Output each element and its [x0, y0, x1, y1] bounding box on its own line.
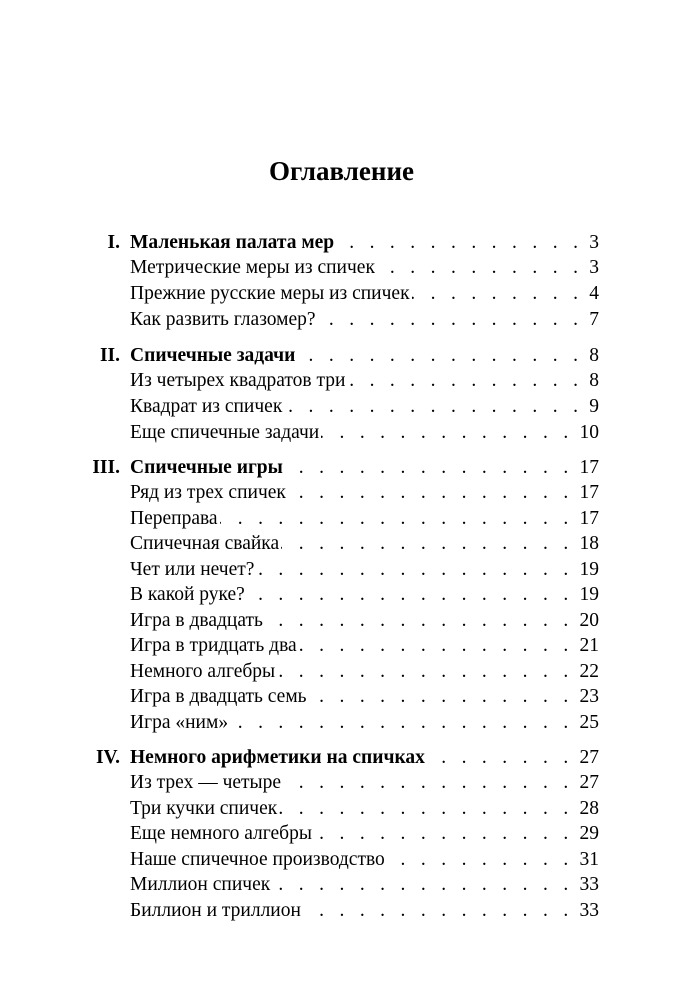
dot-leader [377, 255, 583, 280]
dot-leader [272, 872, 573, 897]
dot-leader [427, 745, 574, 770]
toc-entry[interactable] [0, 847, 683, 872]
toc-entry-title: Из трех — четыре [130, 772, 282, 793]
dot-leader [279, 796, 573, 821]
page-number: 33 [579, 874, 599, 895]
page-number: 3 [589, 232, 599, 253]
dot-leader [321, 420, 573, 445]
toc-entry-title: Еще немного алгебры [130, 823, 312, 844]
page-number: 18 [579, 533, 599, 554]
page-number: 28 [579, 798, 599, 819]
toc-entry-title: В какой руке? [130, 584, 245, 605]
toc-entry-title: Квадрат из спичек [130, 396, 283, 417]
section-numeral: III. [92, 457, 120, 478]
toc-entry-title: Метрические меры из спичек [130, 257, 375, 278]
toc-entry[interactable] [0, 531, 683, 556]
toc-entry[interactable] [0, 796, 683, 821]
toc-entry-title: Чет или нечет? [130, 559, 255, 580]
toc-entry[interactable] [0, 821, 683, 846]
page-number: 27 [579, 747, 599, 768]
toc-entry-title: Ряд из трех спичек [130, 482, 286, 503]
toc-entry-title: Игра в двадцать [130, 610, 263, 631]
toc-entry[interactable] [0, 770, 683, 795]
toc-entry[interactable] [0, 307, 683, 332]
page-number: 9 [589, 396, 599, 417]
dot-leader [230, 710, 573, 735]
dot-leader [336, 230, 583, 255]
toc-entry[interactable] [0, 368, 683, 393]
dot-leader [314, 821, 574, 846]
toc-entry[interactable] [0, 557, 683, 582]
dot-leader [299, 633, 574, 658]
toc-entry[interactable] [0, 659, 683, 684]
toc-entry-title: Игра в двадцать семь [130, 686, 307, 707]
section-numeral: I. [107, 232, 120, 253]
toc-entry-title: Переправа [130, 508, 218, 529]
section-numeral: IV. [95, 747, 120, 768]
toc-entry-title: Биллион и триллион [130, 900, 301, 921]
dot-leader [281, 531, 573, 556]
page-number: 20 [579, 610, 599, 631]
page-number: 17 [579, 457, 599, 478]
page-number: 23 [579, 686, 599, 707]
toc-entry-title: Из четырех квадратов три [130, 370, 346, 391]
dot-leader [309, 684, 574, 709]
dot-leader [297, 343, 583, 368]
toc-section-heading[interactable] [0, 230, 683, 255]
dot-leader [277, 659, 573, 684]
page-number: 19 [579, 559, 599, 580]
dot-leader [285, 455, 574, 480]
toc-section-heading[interactable] [0, 455, 683, 480]
page-number: 27 [579, 772, 599, 793]
toc-entry[interactable] [0, 394, 683, 419]
toc-entry-title: Немного алгебры [130, 661, 276, 682]
toc-section-heading[interactable] [0, 745, 683, 770]
dot-leader [318, 307, 584, 332]
page-number: 8 [589, 370, 599, 391]
toc-entry[interactable] [0, 255, 683, 280]
page-number: 33 [579, 900, 599, 921]
page-number: 7 [589, 309, 599, 330]
dot-leader [247, 582, 574, 607]
toc-entry-title: Прежние русские меры из спичек [130, 283, 410, 304]
toc-entry[interactable] [0, 582, 683, 607]
page-number: 4 [589, 283, 599, 304]
page-number: 17 [579, 482, 599, 503]
page-number: 10 [579, 422, 599, 443]
toc-entry[interactable] [0, 633, 683, 658]
dot-leader [220, 506, 574, 531]
toc-entry-title: Миллион спичек [130, 874, 271, 895]
toc-entry[interactable] [0, 608, 683, 633]
toc-entry[interactable] [0, 684, 683, 709]
toc-entry-title: Спичечные игры [130, 457, 283, 478]
dot-leader [412, 281, 584, 306]
page-number: 29 [579, 823, 599, 844]
toc-entry-title: Спичечная свайка [130, 533, 280, 554]
toc-entry[interactable] [0, 710, 683, 735]
toc-entry[interactable] [0, 480, 683, 505]
toc-entry[interactable] [0, 898, 683, 923]
page-number: 22 [579, 661, 599, 682]
toc-entry-title: Еще спичечные задачи [130, 422, 320, 443]
toc-entry-title: Наше спичечное производство [130, 849, 385, 870]
toc-entry-title: Немного арифметики на спичках [130, 747, 425, 768]
toc-entry-title: Игра в тридцать два [130, 635, 297, 656]
toc-entry-title: Игра «ним» [130, 712, 229, 733]
toc-entry[interactable] [0, 872, 683, 897]
toc-entry-title: Три кучки спичек [130, 798, 278, 819]
toc-entry[interactable] [0, 420, 683, 445]
dot-leader [288, 480, 574, 505]
dot-leader [256, 557, 573, 582]
page-number: 21 [579, 635, 599, 656]
toc-entry-title: Как развить глазомер? [130, 309, 316, 330]
page-number: 3 [589, 257, 599, 278]
page-number: 8 [589, 345, 599, 366]
dot-leader [283, 770, 573, 795]
toc-entry[interactable] [0, 506, 683, 531]
dot-leader [387, 847, 574, 872]
page-title: Оглавление [269, 156, 414, 186]
toc-entry[interactable] [0, 281, 683, 306]
page-number: 17 [579, 508, 599, 529]
section-numeral: II. [99, 345, 120, 366]
toc-entry-title: Маленькая палата мер [130, 232, 335, 253]
dot-leader [347, 368, 583, 393]
page-number: 31 [579, 849, 599, 870]
page-number: 19 [579, 584, 599, 605]
dot-leader [284, 394, 583, 419]
dot-leader [303, 898, 574, 923]
toc-section-heading[interactable] [0, 343, 683, 368]
dot-leader [265, 608, 574, 633]
page-number: 25 [579, 712, 599, 733]
toc-entry-title: Спичечные задачи [130, 345, 296, 366]
